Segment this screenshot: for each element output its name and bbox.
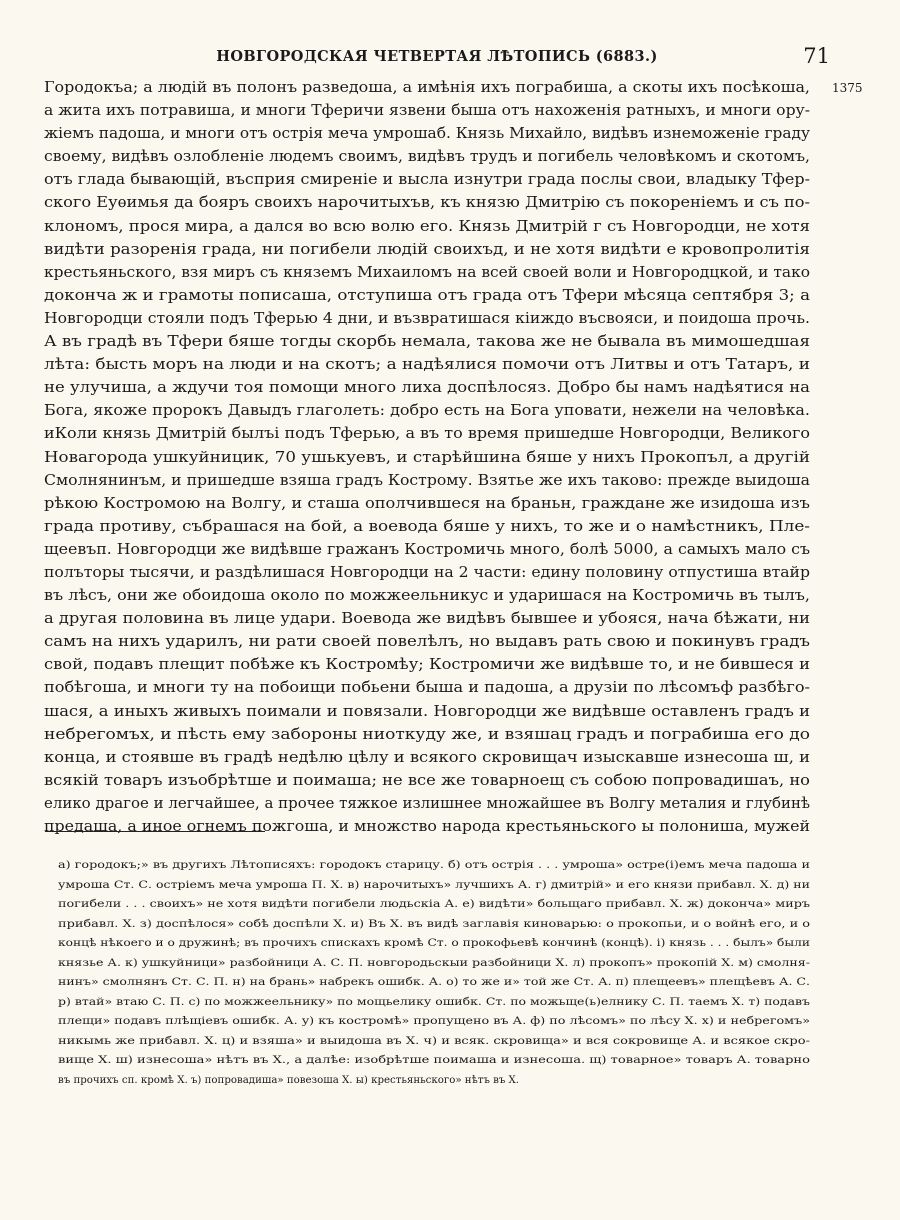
footnote-line-content: прибавл. Х. з) доспѣлося» собѣ доспѣли Х. и) Въ Х. въ видѣ заглавія киноварью: о прокопьи, и о войнѣ его, и о (58, 918, 810, 930)
text-line-content: предаша, а иное огнемъ пожгоша, и множство народа крестьяньского ы полониша, мужей (44, 819, 810, 835)
text-line (44, 354, 810, 377)
footnote-line (58, 915, 810, 935)
text-line-content: ского Еуѳимья да бояръ своихъ нарочитыхъв, къ князю Дмитрію съ покореніемъ и съ по- (44, 195, 810, 212)
text-line-content: елико драгое и легчайшее, а прочее тяжкое излишнее множайшее въ Волгу металия и глубинѣ (44, 795, 810, 812)
text-line-content: щеевъп. Новгородци же видѣвше гражанъ Костромичь много, болѣ 5000, а самыхъ мало съ (44, 541, 811, 558)
page-header (44, 44, 830, 72)
text-line-content: жіемъ падоша, и многи отъ острія меча умрошаб. Князь Михайло, видѣвъ изнеможеніе граду (44, 126, 811, 143)
text-line (44, 470, 810, 493)
text-line-content: всякій товаръ изъобрѣтше и поимаша; не все же товарноещ съ собою попровадишаъ, но (44, 772, 810, 789)
text-line-content: а жита ихъ потравиша, и многи Тферичи язвени быша отъ нахоженія ратныхъ, и многи ору- (44, 103, 810, 120)
text-line-content: лѣта: бысть моръ на люди и на скотъ; а надѣялися помочи отъ Литвы и отъ Татаръ, и (44, 357, 810, 374)
footnote-line (58, 1051, 810, 1071)
footnote-line-content: вище Х. ш) изнесоша» нѣтъ въ Х., а далѣе: изобрѣтше поимаша и изнесоша. щ) товарное» товаръ А. товарно (58, 1055, 810, 1066)
text-line (44, 77, 863, 100)
footnote-line (58, 993, 810, 1013)
text-line-content: клономъ, прося мира, а дался во всю волю его. Князь Дмитрій г съ Новгородци, не хотя (44, 218, 810, 235)
footnote-line (58, 1032, 810, 1052)
running-title: НОВГОРОДСКАЯ ЧЕТВЕРТАЯ ЛѢТОПИСЬ (6883.) (216, 48, 658, 65)
text-line-content: Бога, якоже пророкъ Давыдъ глаголеть: добро есть на Бога уповати, нежели на человѣка. (44, 403, 811, 420)
text-line-content: отъ глада бывающій, въсприя смиреніе и высла изнутри града послы свои, владыку Тфер- (44, 172, 810, 189)
footnote-separator (45, 831, 265, 832)
footnote-line-content: никымь же прибавл. Х. ц) и взяша» и выидоша въ Х. ч) и всяк. скровища» и вся сокровище А. и всякое скро- (58, 1035, 810, 1047)
footnote-line-content: плещи» подавъ плѣщіевъ ошибк. А. у) къ костромѣ» пропущено въ А. ф) по лѣсомъ» по лѣсу Х. х) и небрегомъ» (58, 1016, 810, 1027)
text-line-content: не улучиша, а ждучи тоя помощи много лиха доспѣлосяз. Добро бы намъ надѣятися на (44, 380, 811, 397)
text-line (44, 331, 810, 354)
text-line-content: Городокъа; а людій въ полонъ разведоша, а имѣнія ихъ пограбиша, а скоты ихъ посѣкоша, (44, 80, 810, 96)
footnote-line-content: въ прочихъ сп. кромѣ Х. ъ) попровадиша» повезоша Х. ы) крестьяньского» нѣтъ въ Х. (58, 1074, 520, 1086)
footnote-line-content: погибели . . . своихъ» не хотя видѣти погибели людьскіа А. е) видѣти» больщаго прибавл. Х. ж) доконча» миръ (58, 899, 810, 910)
text-line-content: Новагорода ушкуйницик, 70 ушькуевъ, и старѣйшина бяше у нихъ Прокопъл, а другій (44, 449, 810, 466)
text-line (44, 701, 810, 724)
footnote-line (58, 895, 810, 915)
text-line (44, 400, 810, 423)
footnote-line (58, 973, 810, 993)
text-line-content: А въ градѣ въ Тфери бяше тогды скорбь немала, такова же не бывала въ мимошедшая (44, 334, 810, 351)
footnote-line (58, 934, 810, 954)
text-line-content: а другая половина въ лице удари. Воевода же видѣвъ бывшее и убояся, нача бѣжати, ни (44, 611, 810, 628)
footnote-line-content: концѣ нѣкоего и о дружинѣ; въ прочихъ спискахъ кромѣ Ст. о прокофьевѣ кончинѣ (концѣ). і) князь . . . былъ» были (58, 938, 810, 949)
text-line (44, 285, 810, 308)
text-line (44, 724, 810, 747)
text-line-content: своему, видѣвъ озлобленіе людемъ своимъ, видѣвъ трудъ и погибель человѣкомъ и скотомъ, (44, 149, 811, 166)
text-line-content: доконча ж и грамоты пописаша, отступиша отъ града отъ Тфери мѣсяца септября 3; а (44, 287, 810, 304)
year-marker: 1375 (832, 81, 863, 95)
text-line (44, 562, 810, 585)
text-line (44, 585, 810, 608)
text-line (44, 654, 810, 677)
text-line-content: крестьяньского, взя миръ съ княземъ Михаиломъ на всей своей воли и Новгородцкой, и тако (44, 264, 811, 281)
text-line (44, 493, 810, 516)
text-line (44, 816, 810, 839)
text-line (44, 192, 810, 215)
text-line-content: полъторы тысячи, и раздѣлишася Новгородци на 2 части: едину половину отпустиша втайр (44, 564, 810, 581)
footnote-line (58, 1071, 810, 1091)
text-line (44, 447, 810, 470)
text-line-content: рѣкою Костромою на Волгу, и сташа ополчившеся на браньн, граждане же изидоша изъ (44, 495, 811, 512)
text-line (44, 308, 810, 331)
text-line (44, 793, 810, 816)
text-line (44, 631, 810, 654)
text-line (44, 146, 810, 169)
footnote-line-content: нинъ» смолнянъ Ст. С. П. н) на брань» набрекъ ошибк. А. о) то же и» той же Ст. А. п) плещеевъ» плещѣевъ А. С. (58, 977, 810, 988)
footnote-line-content: умроша Ст. С. остріемъ меча умроша П. Х. в) нарочитыхъ» лучшихъ А. г) дмитрій» и его князи прибавл. Х. д) ни (58, 879, 810, 891)
footnotes-block (58, 856, 810, 1090)
text-line-content: побѣгоша, и многи ту на побоищи побьени быша и падоша, а друзіи по лѣсомъф разбѣго- (44, 680, 810, 697)
text-line (44, 377, 810, 400)
text-line (44, 216, 810, 239)
footnote-line-content: а) городокъ;» въ другихъ Лѣтописяхъ: городокъ старицу. б) отъ острія . . . умроша» остре(і)емъ меча падоша и (58, 860, 810, 871)
text-line (44, 608, 810, 631)
footnote-line-content: р) втай» втаю С. П. с) по можжеельнику» по мощьелику ошибк. Ст. по можьще(ь)елнику С. П. таемъ Х. т) подавъ (58, 996, 810, 1008)
text-line-content: Новгородци стояли подъ Тферью 4 дни, и възвратишася кіиждо въсвояси, и поидоша прочь. (44, 310, 811, 327)
footnote-line (58, 1012, 810, 1032)
text-line-content: града противу, събрашася на бой, а воевода бяше у нихъ, то же и о намѣстникъ, Пле- (44, 518, 810, 535)
footnote-line-content: князье А. к) ушкуйници» разбойници А. С. П. новгородьскыи разбойници Х. л) прокопъ» прокопій Х. м) смолня- (58, 957, 810, 969)
text-line-content: видѣти разоренія града, ни погибели людій своихъд, и не хотя видѣти е кровопролитія (44, 241, 810, 258)
text-line (44, 677, 810, 700)
text-line-content: конца, и стоявше въ градѣ недѣлю цѣлу и всякого скровищач изыскавше изнесоша ш, и (44, 749, 810, 766)
text-line-content: Смолнянинъм, и пришедше взяша градъ Кострому. Взятье же ихъ таково: прежде выидоша (44, 472, 810, 489)
text-line-content: въ лѣсъ, они же обоидоша около по можжеельникус и ударишася на Костромичь въ тылъ, (44, 588, 810, 605)
text-line (44, 516, 810, 539)
text-line (44, 123, 810, 146)
text-line (44, 770, 810, 793)
text-line-content: небрегомъх, и пѣсть ему забороны ниоткуду же, и взяшац градъ и пограбиша его до (44, 726, 810, 743)
text-line (44, 239, 810, 262)
text-line (44, 747, 810, 770)
text-line (44, 169, 810, 192)
main-text-block (44, 77, 863, 839)
text-line (44, 262, 810, 285)
page-number: 71 (803, 44, 830, 68)
footnote-line (58, 856, 810, 876)
text-line-content: свой, подавъ плещит побѣже къ Костромѣу; Костромичи же видѣвше то, и не бившеся и (44, 657, 810, 674)
text-line (44, 539, 810, 562)
text-line-content: самъ на нихъ ударилъ, ни рати своей повелѣлъ, но выдавъ рать свою и покинувъ градъ (44, 634, 810, 651)
text-line (44, 423, 810, 446)
text-line (44, 100, 810, 123)
text-line-content: иКоли князь Дмитрій былъі подъ Тферью, а въ то время пришедше Новгородци, Великого (44, 426, 810, 443)
footnote-line (58, 876, 810, 896)
footnote-line (58, 954, 810, 974)
text-line-content: шася, а иныхъ живыхъ поимали и повязали. Новгородци же видѣвше оставленъ градъ и (44, 703, 811, 720)
